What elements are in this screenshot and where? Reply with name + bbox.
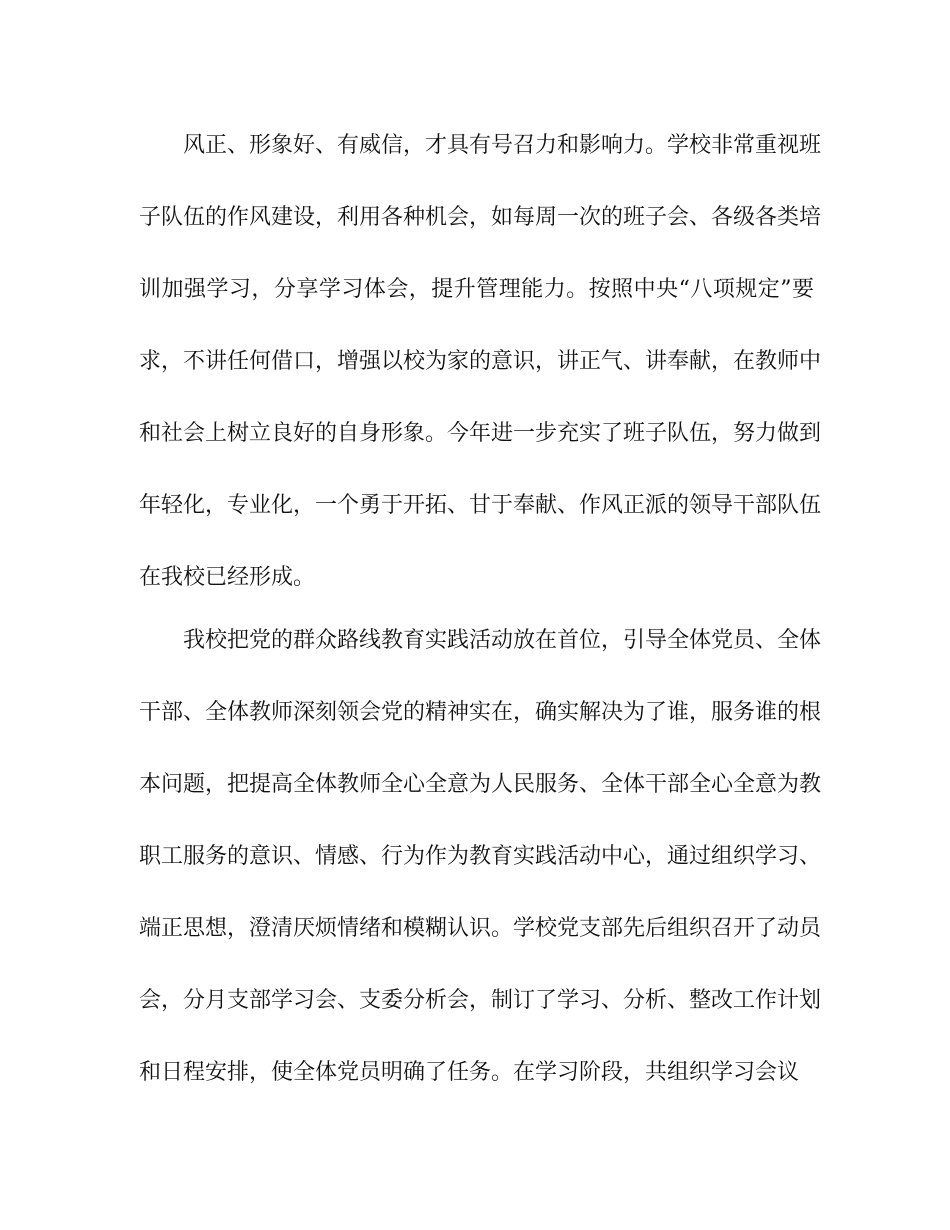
paragraph-2-line-4: 职工服务的意识、情感、行为作为教育实践活动中心，通过组织学习、: [139, 844, 822, 869]
paragraph-1-line-4: 求，不讲任何借口，增强以校为家的意识，讲正气、讲奉献，在教师中: [139, 349, 822, 374]
paragraph-1-line-3: 训加强学习，分享学习体会，提升管理能力。按照中央“八项规定”要: [139, 277, 814, 302]
paragraph-2-line-7: 和日程安排，使全体党员明确了任务。在学习阶段，共组织学习会议: [139, 1060, 800, 1085]
paragraph-1-line-2: 子队伍的作风建设，利用各种机会，如每周一次的班子会、各级各类培: [139, 205, 822, 230]
paragraph-1-line-1: 风正、形象好、有威信，才具有号召力和影响力。学校非常重视班: [183, 133, 822, 158]
paragraph-2-line-5: 端正思想，澄清厌烦情绪和模糊认识。学校党支部先后组织召开了动员: [139, 916, 822, 941]
paragraph-1-line-5: 和社会上树立良好的自身形象。今年进一步充实了班子队伍，努力做到: [139, 421, 822, 446]
paragraph-1-line-6: 年轻化，专业化，一个勇于开拓、甘于奉献、作风正派的领导干部队伍: [139, 493, 822, 518]
paragraph-2-line-2: 干部、全体教师深刻领会党的精神实在，确实解决为了谁，服务谁的根: [139, 700, 822, 725]
paragraph-2-line-1: 我校把党的群众路线教育实践活动放在首位，引导全体党员、全体: [183, 628, 822, 653]
paragraph-1-line-7: 在我校已经形成。: [139, 565, 316, 590]
paragraph-2-line-3: 本问题，把提高全体教师全心全意为人民服务、全体干部全心全意为教: [139, 772, 822, 797]
paragraph-2-line-6: 会，分月支部学习会、支委分析会，制订了学习、分析、整改工作计划: [139, 988, 822, 1013]
